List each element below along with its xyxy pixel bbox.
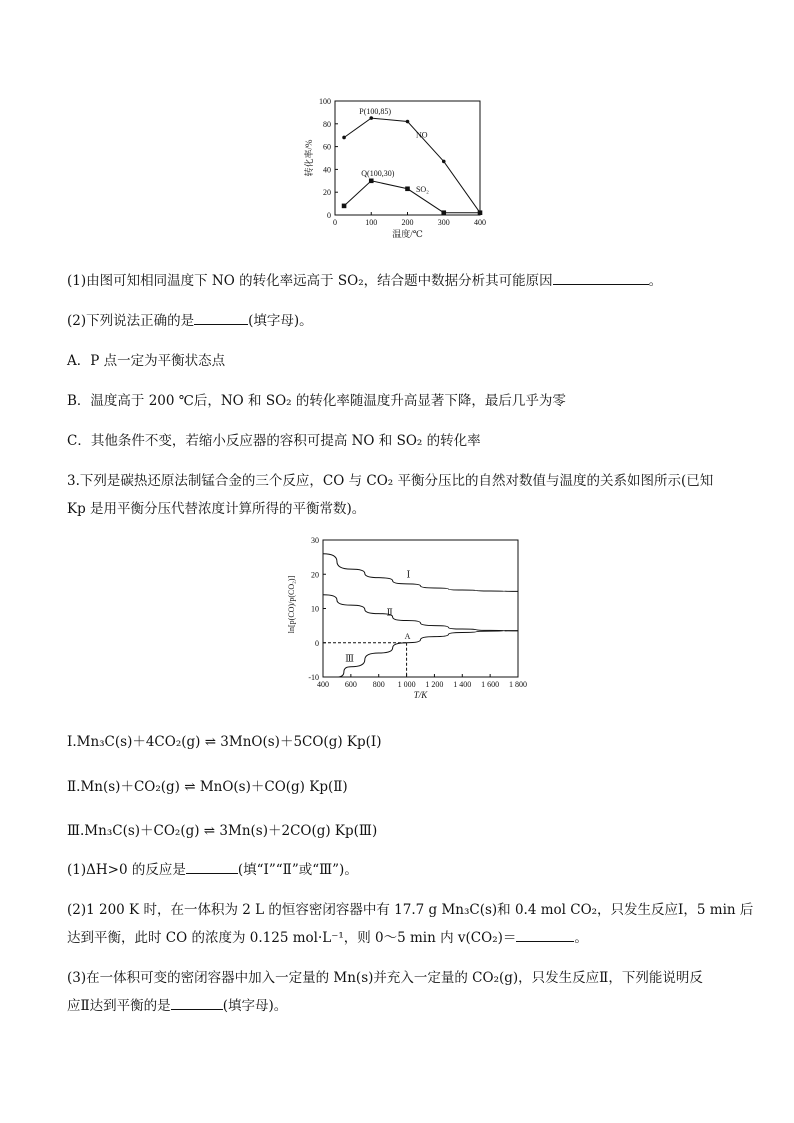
x-axis-label: 温度/℃ [392,229,423,239]
series-no-point [342,136,346,140]
x-tick-label: 800 [372,680,385,689]
reaction-1: Ⅰ.Mn₃C(s)＋4CO₂(g) ⇌ 3MnO(s)＋5CO(g) Kp(Ⅰ) [67,734,382,750]
y-tick-label: 20 [323,188,331,198]
reaction-3: Ⅲ.Mn₃C(s)＋CO₂(g) ⇌ 3Mn(s)＋2CO(g) Kp(Ⅲ) [67,823,378,839]
reaction-2: Ⅱ.Mn(s)＋CO₂(g) ⇌ MnO(s)＋CO(g) Kp(Ⅱ) [67,779,348,795]
q3-sub3: (3)在一体积可变的密闭容器中加入一定量的 Mn(s)并充入一定量的 CO₂(g)，只发生反应Ⅱ，下列能说明反 [67,970,703,986]
conversion-chart [300,95,500,245]
curve-3 [337,631,518,677]
label-curve-1: Ⅰ [406,569,411,580]
option-c: C．其他条件不变，若缩小反应器的容积可提高 NO 和 SO₂ 的转化率 [67,433,481,449]
annotation-p: P(100,85) [359,107,392,117]
y-tick-label: 0 [327,211,331,220]
series-no-point [442,160,446,164]
series-so2-line [344,181,480,213]
y-axis-label: ln[p(CO)/p(CO₂)] [287,575,296,634]
q3-intro-2: Kp 是用平衡分压代替浓度计算所得的平衡常数)。 [67,501,366,517]
y-axis-label: 转化率/% [304,139,314,177]
series-so2-point [478,210,483,215]
x-axis-label: T/K [413,690,428,700]
series-so2-point [369,179,374,184]
y-tick-label: 100 [319,97,331,106]
series-so2-point [342,204,347,209]
y-tick-label: 60 [323,142,331,152]
q3-intro: 3.下列是碳热还原法制锰合金的三个反应，CO 与 CO₂ 平衡分压比的自然对数值与温度的关系如图所示(已知 [67,473,714,489]
y-tick-label: 80 [323,119,331,129]
curve-2 [323,595,518,631]
x-tick-label: 400 [474,218,486,227]
q3-sub3-cont: 应Ⅱ达到平衡的是 (填字母)。 [67,998,288,1014]
x-tick-label: 1 600 [481,680,500,689]
x-tick-label: 200 [401,218,414,227]
x-tick-label: 400 [317,680,329,689]
x-tick-label: 1 200 [425,680,444,689]
y-tick-label: 30 [311,536,319,545]
series-so2-point [441,210,446,215]
option-a: A．P 点一定为平衡状态点 [67,353,226,369]
annotation-q: Q(100,30) [361,168,395,178]
point-a-label: A [404,631,411,641]
y-tick-label: 10 [311,604,319,614]
q3-sub2: (2)1 200 K 时，在一体积为 2 L 的恒容密闭容器中有 17.7 g Mn₃C(s)和 0.4 mol CO₂，只发生反应Ⅰ，5 min 后 [67,902,754,918]
series-no-point [406,120,410,124]
x-tick-label: 300 [437,218,450,227]
q3-sub1: (1)ΔH>0 的反应是 (填“Ⅰ”“Ⅱ”或“Ⅲ”)。 [67,862,358,878]
y-tick-label: 0 [315,638,319,648]
x-tick-label: 100 [365,218,378,227]
plot-frame [335,101,480,215]
curve-1 [323,554,518,592]
q1-part2: (2)下列说法正确的是 (填字母)。 [67,313,313,329]
legend-no: NO [415,130,428,140]
y-tick-label: 40 [323,165,331,175]
series-no-point [369,116,373,120]
series-so2-point [405,186,410,191]
series-no-line [344,118,480,213]
legend-so2: SO₂ [415,185,429,195]
x-tick-label: 0 [333,218,337,227]
q1-part1: (1)由图可知相同温度下 NO 的转化率远高于 SO₂，结合题中数据分析其可能原因 。 [67,273,663,289]
option-b: B．温度高于 200 ℃后，NO 和 SO₂ 的转化率随温度升高显著下降，最后几乎为零 [67,393,566,409]
y-tick-label: 20 [311,570,319,580]
y-tick-label: -10 [308,673,319,682]
x-tick-label: 1 400 [453,680,472,689]
label-curve-3: Ⅲ [345,653,354,664]
q3-sub2-cont: 达到平衡，此时 CO 的浓度为 0.125 mol·L⁻¹，则 0～5 min 内 v(CO₂)＝ 。 [67,930,588,946]
x-tick-label: 600 [344,680,357,689]
x-tick-label: 1 800 [509,680,527,689]
ln-ratio-chart [280,535,530,705]
label-curve-2: Ⅱ [386,607,393,618]
x-tick-label: 1 000 [397,680,416,689]
